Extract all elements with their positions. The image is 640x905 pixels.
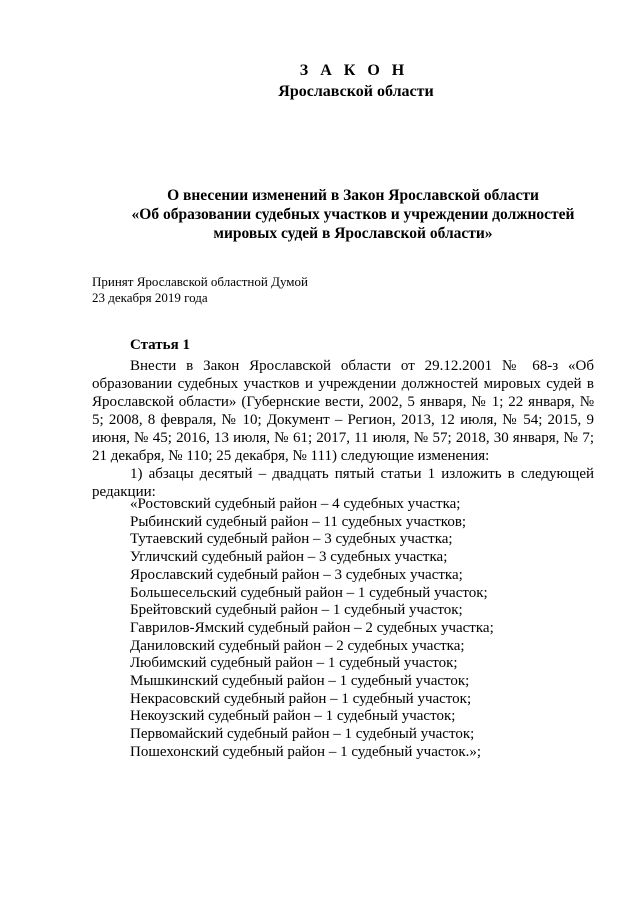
list-item: Мышкинский судебный район – 1 судебный участок; — [130, 673, 470, 690]
article-title: Статья 1 — [130, 337, 190, 353]
list-item: Тутаевский судебный район – 3 судебных участка; — [130, 531, 453, 548]
document-type-heading: З А К О Н — [299, 62, 409, 79]
list-item: Любимский судебный район – 1 судебный участок; — [130, 655, 458, 672]
region-heading: Ярославской области — [278, 83, 434, 100]
list-item: Гаврилов-Ямский судебный район – 2 судебных участка; — [130, 619, 494, 636]
court-districts-list — [130, 496, 494, 762]
list-item: Некоузский судебный район – 1 судебный участок; — [130, 708, 456, 725]
list-item: Некрасовский судебный район – 1 судебный участок; — [130, 690, 472, 707]
list-item: Ярославский судебный район – 3 судебных участка; — [130, 566, 463, 583]
law-subject-title — [92, 186, 614, 243]
article-body — [92, 357, 594, 501]
adoption-note — [92, 274, 308, 306]
list-item: Рыбинский судебный район – 11 судебных участков; — [130, 513, 467, 530]
adoption-date: 23 декабря 2019 года — [92, 290, 208, 305]
subject-line: О внесении изменений в Закон Ярославской области — [167, 187, 539, 204]
list-item: Угличский судебный район – 3 судебных участка; — [130, 549, 448, 566]
adoption-body: Принят Ярославской областной Думой — [92, 274, 308, 289]
list-item: Даниловский судебный район – 2 судебных участка; — [130, 637, 465, 654]
article-intro-paragraph: Внести в Закон Ярославской области от 29.12.2001 № 68-з «Об образовании судебных участков и учреждении должностей мировых судей в Ярославской области» (Губернские вести, 2002, 5 января, № 1; 22 января, № 5; 2008, 8 февраля, № 10; Документ – Регион, 2013, 12 июля, № 54; 2015, 9 июня, № 45; 2016, 13 июля, № 61; 2017, 11 июля, № 57; 2018, 30 января, № 7; 21 декабря, № 110; 25 декабря, № 111) следующие изменения: — [92, 358, 594, 464]
list-item: Большесельский судебный район – 1 судебный участок; — [130, 584, 488, 601]
list-item: Брейтовский судебный район – 1 судебный участок; — [130, 602, 463, 619]
list-item: «Ростовский судебный район – 4 судебных участка; — [130, 496, 461, 512]
list-item: Пошехонский судебный район – 1 судебный участок.»; — [130, 743, 482, 760]
subject-line: мировых судей в Ярославской области» — [213, 225, 493, 242]
list-item: Первомайский судебный район – 1 судебный участок; — [130, 726, 475, 743]
article-point-1: 1) абзацы десятый – двадцать пятый статьи 1 изложить в следующей редакции: — [92, 466, 594, 500]
subject-line: «Об образовании судебных участков и учреждении должностей — [131, 206, 575, 223]
